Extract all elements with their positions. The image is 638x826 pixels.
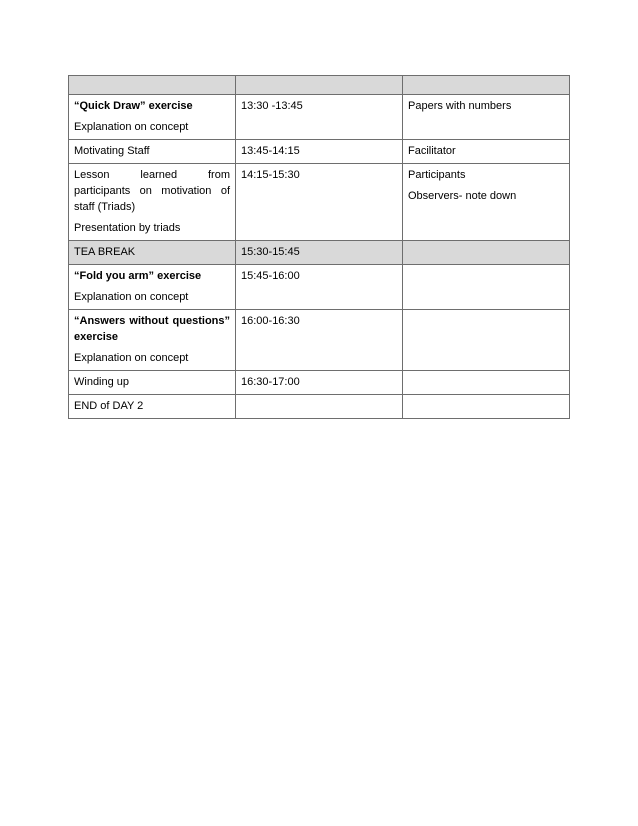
resource-cell [403,371,570,395]
table-row [69,95,570,140]
activity-cell [69,371,236,395]
cell-text: 16:30-17:00 [241,376,300,388]
activity-cell [69,140,236,164]
cell-text: 14:15-15:30 [241,169,300,181]
resource-cell [403,164,570,241]
time-cell [236,310,403,371]
table-row [69,164,570,241]
activity-cell [69,164,236,241]
cell-text: Lesson learned from participants on motivation of staff (Triads) [74,169,230,213]
table-row [69,241,570,265]
activity-cell [69,395,236,419]
cell-text: 15:45-16:00 [241,270,300,282]
cell-text: Facilitator [408,145,456,157]
cell-text: Explanation on concept [74,352,189,364]
resource-cell [403,241,570,265]
cell-text: END of DAY 2 [74,400,144,412]
table-row [69,140,570,164]
schedule-table [68,75,570,419]
time-cell [236,140,403,164]
cell-text: 16:00-16:30 [241,315,300,327]
cell-text: Motivating Staff [74,145,150,157]
cell-text: Presentation by triads [74,222,181,234]
time-cell [236,395,403,419]
time-cell [236,241,403,265]
cell-text: Explanation on concept [74,121,189,133]
activity-cell [69,95,236,140]
resource-cell [403,265,570,310]
cell-text: “Quick Draw” exercise [74,100,193,112]
cell-text: Papers with numbers [408,100,512,112]
activity-cell [69,241,236,265]
table-row [69,371,570,395]
cell-text: “Answers without questions” exercise [74,315,230,343]
table-row [69,310,570,371]
table-header-row [69,76,570,95]
resource-cell [403,310,570,371]
header-cell [69,76,236,95]
cell-text: “Fold you arm” exercise [74,270,202,282]
time-cell [236,371,403,395]
activity-cell [69,310,236,371]
cell-text: 15:30-15:45 [241,246,300,258]
cell-text: Winding up [74,376,130,388]
resource-cell [403,395,570,419]
cell-text: Observers- note down [408,190,517,202]
activity-cell [69,265,236,310]
header-cell [236,76,403,95]
time-cell [236,95,403,140]
cell-text: Explanation on concept [74,291,189,303]
time-cell [236,265,403,310]
cell-text: TEA BREAK [74,246,136,258]
resource-cell [403,140,570,164]
cell-text: 13:30 -13:45 [241,100,303,112]
header-cell [403,76,570,95]
table-row [69,265,570,310]
cell-text: 13:45-14:15 [241,145,300,157]
time-cell [236,164,403,241]
cell-text: Participants [408,169,466,181]
resource-cell [403,95,570,140]
table-row [69,395,570,419]
